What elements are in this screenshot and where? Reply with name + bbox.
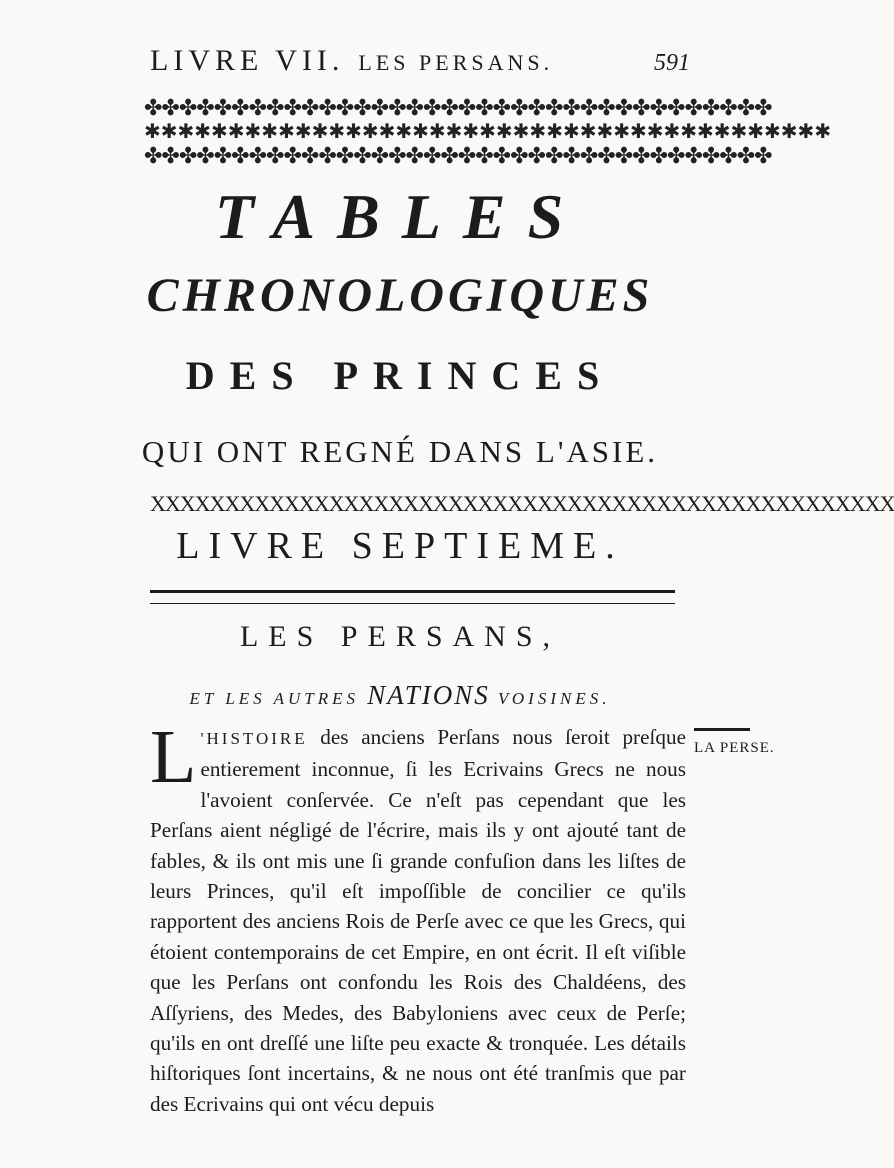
x-divider: XXXXXXXXXXXXXXXXXXXXXXXXXXXXXXXXXXXXXXXXXXXXXXXXXX (150, 491, 894, 516)
title-qui-ont-regne: QUI ONT REGNÉ DANS L'ASIE. (141, 434, 659, 469)
running-head-left (150, 44, 553, 78)
running-head-title: LIVRE VII. (150, 44, 345, 77)
title-livre-septieme: LIVRE SEPTIEME. (176, 525, 624, 567)
double-rule-divider (150, 590, 675, 604)
ornament-row-middle: ✱✱✱✱✱✱✱✱✱✱✱✱✱✱✱✱✱✱✱✱✱✱✱✱✱✱✱✱✱✱✱✱✱✱✱✱✱✱✱✱✱ (144, 121, 832, 143)
running-head-subtitle: LES PERSANS. (358, 50, 554, 75)
body-text: des anciens Perſans nous ſeroit preſque entierement inconnue, ſi les Ecrivains Grecs ne nous l'avoient conſervée. Ce n'eſt pas cependant que les Perſans aient négligé de l'écrire, mais ils y ont ajouté tant de fables, & ils ont mis une ſi grande confuſion dans les liſtes de leurs Princes, qu'il eſt impoſſible de concilier ce qu'ils rapportent des anciens Rois de Perſe avec ce que les Grecs, qui étoient contemporains de cet Empire, en ont écrit. Il eſt viſible que les Perſans ont confondu les Rois des Chaldéens, des Aſſyriens, des Medes, des Babyloniens avec ceux de Perſe; qu'ils en ont dreſſé une liſte peu exacte & tronquée. Les détails hiſtoriques ſont incertains, & ne nous ont été tranſmis que par des Ecrivains qui ont vécu depuis (150, 725, 686, 1116)
page-number: 591 (654, 50, 690, 76)
section-heading-les-persans: LES PERSANS, (239, 620, 561, 653)
title-chronologiques: CHRONOLOGIQUES (146, 269, 654, 322)
ornament-row-top: ✤✤✤✤✤✤✤✤✤✤✤✤✤✤✤✤✤✤✤✤✤✤✤✤✤✤✤✤✤✤✤✤✤✤✤✤ (144, 95, 772, 120)
title-tables: TABLES (214, 181, 586, 252)
section-subheading (0, 680, 800, 711)
subheading-nations: NATIONS (367, 680, 490, 710)
margin-note: LA PERSE. (694, 740, 775, 756)
running-head (150, 44, 690, 78)
ornamental-band (144, 95, 832, 172)
ornament-row-bottom: ✤✤✤✤✤✤✤✤✤✤✤✤✤✤✤✤✤✤✤✤✤✤✤✤✤✤✤✤✤✤✤✤✤✤✤✤ (144, 143, 772, 168)
margin-rule (694, 728, 750, 731)
subheading-et-les-autres: ET LES AUTRES (189, 689, 359, 708)
title-des-princes: DES PRINCES (185, 353, 615, 398)
subheading-voisines: VOISINES. (498, 689, 611, 708)
body-opening-word: 'HISTOIRE (200, 729, 308, 748)
drop-cap: L (150, 715, 197, 799)
body-paragraph (150, 715, 686, 1119)
